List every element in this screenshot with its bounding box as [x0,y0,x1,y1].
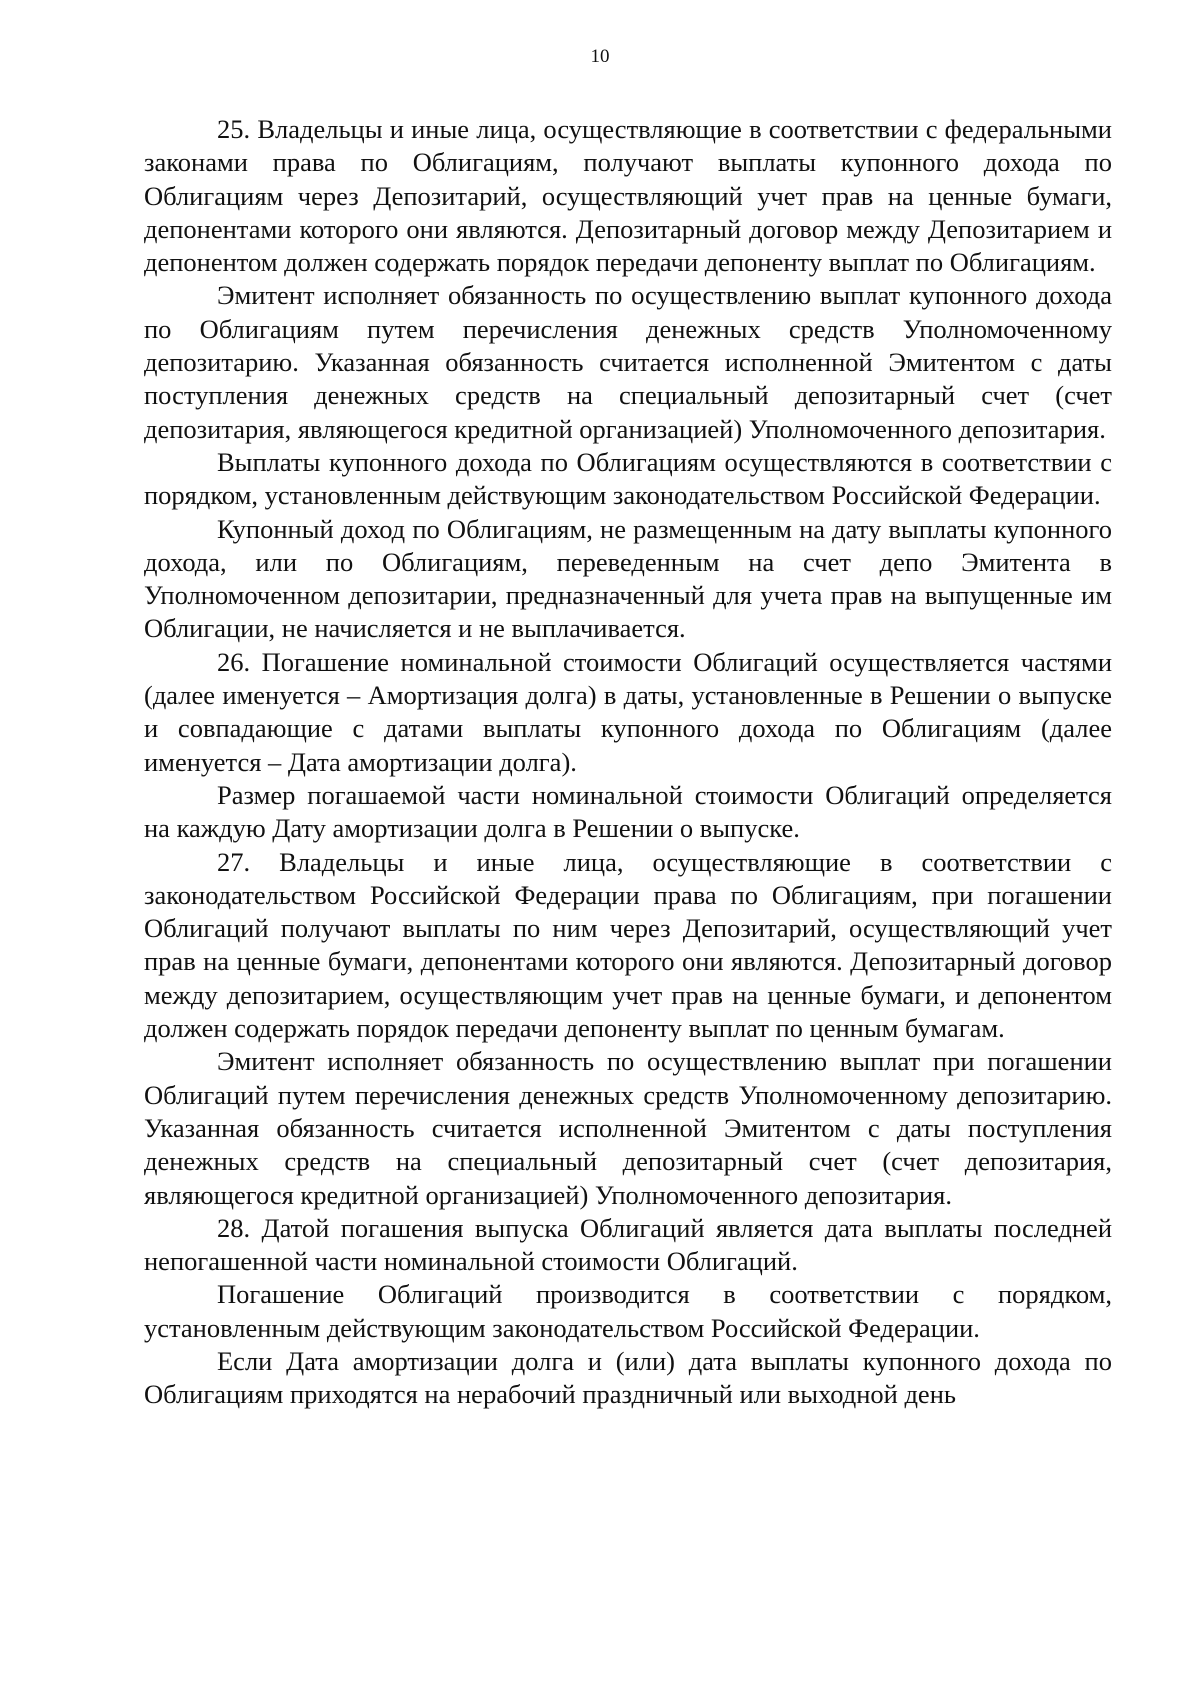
paragraph-coupon-payment-procedure: Выплаты купонного дохода по Облигациям осуществляются в соответствии с порядком, установленным действующим законодательством Российской Федерации. [144,446,1112,511]
paragraph-26-amortization: 26. Погашение номинальной стоимости Облигаций осуществляется частями (далее именуется – Амортизация долга) в даты, установленные в Решении о выпуске и совпадающие с датами выплаты купонного дохода по Облигациям (далее именуется – Дата амортизации долга). [144,646,1112,777]
document-body [144,113,1112,1412]
paragraph-25-coupon-payments: 25. Владельцы и иные лица, осуществляющие в соответствии с федеральными законами права по Облигациям, получают выплаты купонного дохода по Облигациям через Депозитарий, осуществляющий учет прав на ценные бумаги, депонентами которого они являются. Депозитарный договор между Депозитарием и депонентом должен содержать порядок передачи депоненту выплат по Облигациям. [144,114,1112,278]
paragraph-unplaced-bonds-coupon: Купонный доход по Облигациям, не размещенным на дату выплаты купонного дохода, или по Облигациям, переведенным на счет депо Эмитента в Уполномоченном депозитарии, предназначенный для учета прав на выпущенные им Облигации, не начисляется и не выплачивается. [144,513,1112,644]
paragraph-amortization-size: Размер погашаемой части номинальной стоимости Облигаций определяется на каждую Дату амортизации долга в Решении о выпуске. [144,779,1112,844]
paragraph-issuer-redemption-obligation: Эмитент исполняет обязанность по осуществлению выплат при погашении Облигаций путем перечисления денежных средств Уполномоченному депозитарию. Указанная обязанность считается исполненной Эмитентом с даты поступления денежных средств на специальный депозитарный счет (счет депозитария, являющегося кредитной организацией) Уполномоченного депозитария. [144,1046,1112,1210]
paragraph-non-working-day: Если Дата амортизации долга и (или) дата выплаты купонного дохода по Облигациям приходятся на нерабочий праздничный или выходной день [144,1345,1112,1410]
paragraph-redemption-procedure: Погашение Облигаций производится в соответствии с порядком, установленным действующим законодательством Российской Федерации. [144,1279,1112,1343]
paragraph-28-redemption-date: 28. Датой погашения выпуска Облигаций является дата выплаты последней непогашенной части номинальной стоимости Облигаций. [144,1212,1112,1277]
paragraph-27-redemption-payments: 27. Владельцы и иные лица, осуществляющие в соответствии с законодательством Российской Федерации права по Облигациям, при погашении Облигаций получают выплаты по ним через Депозитарий, осуществляющий учет прав на ценные бумаги, депонентами которого они являются. Депозитарный договор между депозитарием, осуществляющим учет прав на ценные бумаги, и депонентом должен содержать порядок передачи депоненту выплат по ценным бумагам. [144,846,1112,1044]
page-number: 10 [590,46,610,67]
paragraph-issuer-coupon-obligation: Эмитент исполняет обязанность по осуществлению выплат купонного дохода по Облигациям путем перечисления денежных средств Уполномоченному депозитарию. Указанная обязанность считается исполненной Эмитентом с даты поступления денежных средств на специальный депозитарный счет (счет депозитария, являющегося кредитной организацией) Уполномоченного депозитария. [144,280,1112,444]
